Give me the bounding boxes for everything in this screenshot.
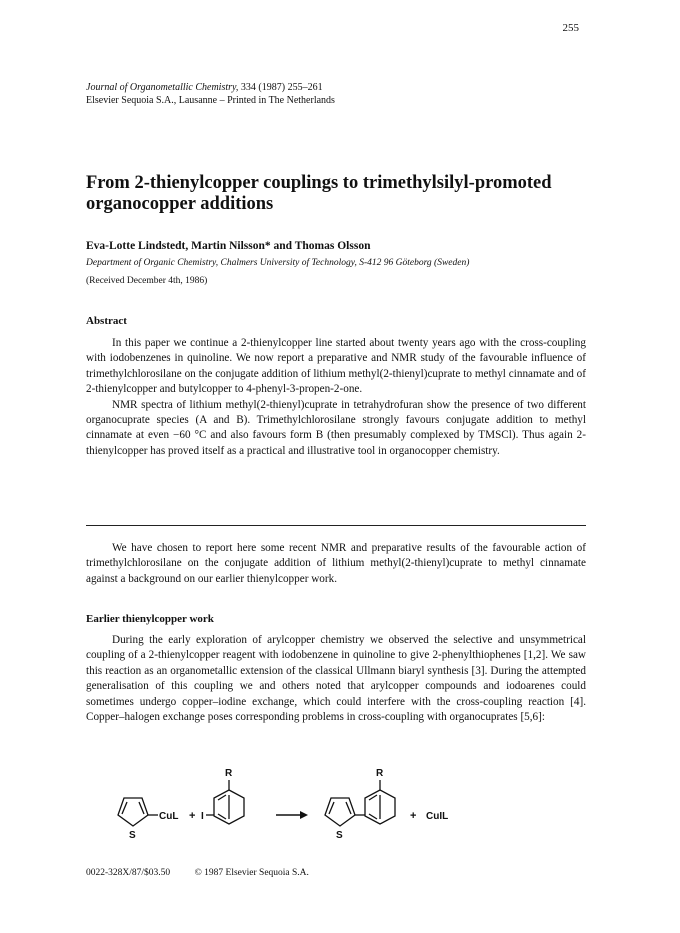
journal-header <box>86 81 335 107</box>
article-title: From 2-thienylcopper couplings to trimethylsilyl-promoted organocopper additions <box>86 173 552 214</box>
copper-ligand-label: CuL <box>159 811 179 822</box>
intro-text <box>86 541 586 587</box>
journal-name: Journal of Organometallic Chemistry, <box>86 82 239 93</box>
sulfur-label-1: S <box>129 830 136 841</box>
abstract-paragraph: NMR spectra of lithium methyl(2-thienyl)cuprate in tetrahydrofuran show the presence of two different organocuprate species (A and B). Trimethylchlorosilane strongly favours conjugate addition to methyl cinnamate at even −60 °C and also favours form B (then presumably complexed by TMSCl). Thus again 2-thienylcopper has proved itself as a practical and illustrative tool in organocopper chemistry. <box>86 398 586 457</box>
substituent-label-2: R <box>376 768 384 779</box>
journal-citation <box>86 81 335 94</box>
thiophene-ring <box>118 798 148 826</box>
author-affiliation: Department of Organic Chemistry, Chalmers University of Technology, S-412 96 Göteborg (Sweden) <box>86 258 470 268</box>
benzene-ring <box>365 780 395 824</box>
page-number: 255 <box>562 22 579 34</box>
benzene-ring <box>214 780 244 824</box>
intro-paragraph: We have chosen to report here some recent NMR and preparative results of the favourable action of trimethylchlorosilane on the conjugate addition of lithium methyl(2-thienyl)cuprate to methyl cinnamate against a background on our earlier thienylcopper work. <box>86 542 586 585</box>
abstract-heading: Abstract <box>86 315 127 327</box>
copper-iodide-label: CuIL <box>426 811 449 822</box>
section-body <box>86 633 586 725</box>
author-list: Eva-Lotte Lindstedt, Martin Nilsson* and Thomas Olsson <box>86 240 371 252</box>
journal-volume: 334 (1987) 255–261 <box>238 82 323 93</box>
iodo-label: I <box>201 811 204 822</box>
reaction-scheme <box>86 766 586 846</box>
received-date: (Received December 4th, 1986) <box>86 276 208 286</box>
section-heading: Earlier thienylcopper work <box>86 613 214 625</box>
copyright-notice: © 1987 Elsevier Sequoia S.A. <box>194 868 309 878</box>
thiophene-ring <box>325 798 355 826</box>
section-paragraph: During the early exploration of arylcopper chemistry we observed the selective and unsymmetrical coupling of a 2-thienylcopper reagent with iodobenzene in quinoline to give 2-phenylthiophenes [1,2]. We saw this reaction as an organometallic extension of the classical Ullmann biaryl synthesis [3]. During the attempted generalisation of this coupling we and others noted that arylcopper compounds and iodoarenes could sometimes undergo copper–iodine exchange, which could interfere with the cross-coupling reaction [4]. Copper–halogen exchange poses corresponding problems in cross-coupling with organocuprates [5,6]: <box>86 634 586 724</box>
plus-sign-1: + <box>189 810 196 822</box>
substituent-label-1: R <box>225 768 233 779</box>
abstract-body <box>86 336 586 459</box>
abstract-paragraph: In this paper we continue a 2-thienylcopper line started about twenty years ago with the cross-coupling with iodobenzenes in quinoline. We now report a preparative and NMR study of the favourable influence of trimethylchlorosilane on the conjugate addition of lithium methyl(2-thienyl)cuprate to methyl cinnamate and of 2-thienylcopper and butylcopper to 4-phenyl-3-propen-2-one. <box>86 337 586 396</box>
journal-publisher: Elsevier Sequoia S.A., Lausanne – Printed in The Netherlands <box>86 95 335 106</box>
page-footer <box>86 868 331 878</box>
reaction-arrow <box>276 811 308 819</box>
article-code: 0022-328X/87/$03.50 <box>86 868 171 878</box>
abstract-rule <box>86 525 586 526</box>
plus-sign-2: + <box>410 810 417 822</box>
sulfur-label-2: S <box>336 830 343 841</box>
